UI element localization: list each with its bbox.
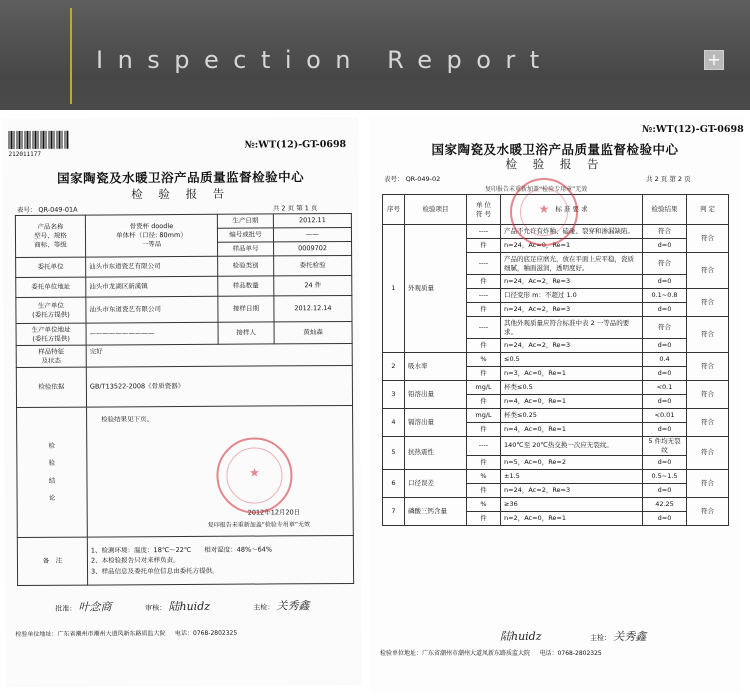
inspection-type-value: 委托检验 (274, 255, 352, 275)
result-cell: d=0 (643, 303, 687, 317)
stamp-note: 复印报告未重新加盖“检验专用章”无效 (207, 521, 310, 529)
judgement-cell: 符合 (687, 225, 729, 253)
result-cell: d=0 (643, 483, 687, 497)
header-result: 检验结果 (643, 195, 687, 225)
receiver-label: 接样人 (218, 322, 274, 344)
review-signature: 陆huidz (500, 630, 542, 643)
production-date-value: 2012.11 (273, 213, 351, 227)
result-cell: 42.25 (643, 497, 687, 511)
review-row (145, 598, 210, 614)
unit-cell: mg/L (467, 381, 501, 395)
item-number: 2 (383, 353, 405, 381)
header-no: 序号 (383, 195, 405, 225)
header-item: 检验项目 (405, 195, 467, 225)
item-number: 5 (383, 437, 405, 470)
sample-state-value: 完好 (86, 343, 352, 367)
requirement-cell: n=24，Ac=2，Re=3 (501, 483, 643, 497)
header-judgement: 判 定 (687, 195, 729, 225)
footer-tel-value: 0768-2802325 (557, 650, 602, 657)
result-cell: 0.4 (643, 353, 687, 367)
requirement-cell: ≥36 (501, 497, 643, 511)
requirement-cell: n=3，Ac=0，Re=1 (501, 367, 643, 381)
unit-cell: 件 (467, 395, 501, 409)
chief-row (253, 597, 309, 613)
unit-cell: % (467, 497, 501, 511)
unit-cell: 件 (467, 275, 501, 289)
sample-qty-value: 24 件 (274, 275, 352, 295)
review-label: 审核： (145, 604, 167, 613)
table-row (383, 353, 729, 367)
inspection-seal-top: ★ (510, 178, 578, 246)
unit-cell: 件 (467, 511, 501, 525)
table-row (383, 409, 729, 423)
requirement-cell: 其他外观质量应符合标准中表 2 一等品的要求。 (501, 317, 643, 339)
result-cell: 符合 (643, 225, 687, 239)
basis-label: 检验依据 (16, 367, 86, 407)
chief-signature: 关秀鑫 (613, 630, 647, 643)
requirement-cell: ≤0.5 (501, 353, 643, 367)
result-cell: d=0 (643, 511, 687, 525)
basis-value: GB/T13522-2008《骨质瓷器》 (86, 365, 352, 407)
item-name: 镉溶出量 (405, 409, 467, 437)
requirement-cell: n=24，Ac=2，Re=3 (501, 339, 643, 353)
inspection-seal: ★ (216, 437, 292, 513)
result-cell: d=0 (643, 367, 687, 381)
unit-cell: ---- (467, 317, 501, 339)
requirement-cell: n=24，Ac=2，Re=3 (501, 275, 643, 289)
requirement-cell: ±1.5 (501, 469, 643, 483)
requirement-cell: n=24，Ac=0，Re=1 (501, 239, 643, 253)
sample-no-label: 样品单号 (218, 242, 274, 256)
judgement-cell: 符合 (687, 381, 729, 409)
unit-cell: 件 (467, 483, 501, 497)
chief-row (590, 628, 646, 644)
inspection-type-label: 检验类别 (218, 256, 274, 276)
requirement-cell: 杯类≤0.25 (501, 409, 643, 423)
batch-value: —— (273, 227, 351, 241)
form-number: 表号： QR-049-02 (384, 175, 441, 183)
item-number: 3 (383, 381, 405, 409)
producer-address-value: —————————— (86, 322, 218, 345)
requirement-cell: n=5，Ac=0，Re=2 (501, 455, 643, 469)
unit-cell: % (467, 353, 501, 367)
report-page-1 (2, 117, 361, 687)
unit-cell: ---- (467, 437, 501, 456)
sample-no-value: 0009702 (274, 241, 352, 255)
review-signature: 陆huidz (168, 599, 211, 614)
requirement-cell: n=4，Ac=0，Re=1 (501, 395, 643, 409)
remarks-value: 1、检测环境：温度：18℃～22℃ 相对湿度：48%～64% 2、本检验报告只对来样负责。 3、样品信息及委托单位信息由委托方提供。 (87, 535, 353, 585)
conclusion-label: 检 验 结 论 (17, 407, 88, 537)
report-title: 检 验 报 告 (131, 186, 231, 202)
conclusion-value: 检验结果见下页。 (101, 415, 154, 424)
table-row (383, 497, 729, 511)
footer (15, 628, 237, 638)
sample-state-label: 样品特征 及状态 (16, 345, 86, 367)
receipt-date-value: 2012.12.14 (274, 295, 352, 321)
client-label: 委托单位 (16, 257, 86, 277)
item-number: 1 (383, 225, 405, 353)
result-cell: <0.1 (643, 381, 687, 395)
requirement-cell: n=4，Ac=0，Re=1 (501, 423, 643, 437)
accent-line (70, 8, 72, 104)
client-value: 汕头市东道瓷艺有限公司 (86, 256, 218, 277)
judgement-cell: 符合 (687, 409, 729, 437)
result-cell: d=0 (643, 339, 687, 353)
footer-address-value: 广东省潮州市潮州大道凤新东路质监大院 (57, 630, 166, 638)
result-cell: 0.5~1.5 (643, 469, 687, 483)
client-address-value: 汕头市龙湖区新溪镇 (86, 276, 218, 297)
requirement-cell: 140℃至 20℃热交换一次应无裂纹。 (501, 437, 643, 456)
footer-tel-label: 电话： (539, 650, 558, 657)
judgement-cell: 符合 (687, 289, 729, 317)
footer-address-label: 检验单位地址： (15, 630, 58, 639)
production-date-label: 生产日期 (217, 214, 273, 228)
item-name: 抗热震性 (405, 437, 467, 470)
requirement-cell: 产品不允许有炸釉、磕碰、裂穿和渗漏缺陷。 (501, 225, 643, 239)
item-number: 6 (383, 469, 405, 497)
item-name: 铅溶出量 (405, 381, 467, 409)
judgement-cell: 符合 (687, 253, 729, 289)
result-cell: 符合 (643, 253, 687, 275)
footer (380, 648, 602, 657)
item-number: 4 (383, 409, 405, 437)
approve-signature: 叶念商 (78, 600, 112, 614)
report-title: 检 验 报 告 (505, 157, 605, 171)
chief-label: 主检： (253, 603, 275, 612)
requirement-cell: n=24，Ac=2，Re=3 (501, 303, 643, 317)
sample-qty-label: 样品数量 (218, 276, 274, 296)
unit-cell: mg/L (467, 409, 501, 423)
approve-row (55, 598, 111, 614)
producer-label: 生产单位 (委托方提供) (16, 297, 86, 323)
copy-note: 复印报告未重新加盖“检验专用章”无效 (485, 186, 588, 193)
result-cell: 符合 (643, 317, 687, 339)
unit-cell: 件 (467, 339, 501, 353)
info-table (15, 213, 354, 586)
item-name: 外观质量 (405, 225, 467, 353)
unit-cell: 件 (467, 367, 501, 381)
report-number: №:WT(12)-GT-0698 (642, 124, 744, 135)
table-row (383, 469, 729, 483)
center-title: 国家陶瓷及水暖卫浴产品质量监督检验中心 (431, 142, 679, 157)
chief-signature: 关秀鑫 (276, 599, 310, 613)
producer-value: 汕头市东道瓷艺有限公司 (86, 296, 218, 323)
center-title: 国家陶瓷及水暖卫浴产品质量监督检验中心 (57, 169, 305, 186)
remarks-label: 备 注 (17, 537, 87, 585)
item-name: 吸水率 (405, 353, 467, 381)
header-banner (0, 0, 750, 110)
unit-cell: 件 (467, 423, 501, 437)
footer-address-label: 检验单位地址： (380, 650, 423, 657)
result-cell: d=0 (643, 455, 687, 469)
plus-icon[interactable]: + (704, 50, 724, 70)
item-number: 7 (383, 497, 405, 525)
result-cell: d=0 (643, 423, 687, 437)
judgement-cell: 符合 (687, 317, 729, 353)
barcode-number: 212011177 (8, 150, 42, 159)
footer-tel-label: 电话： (174, 629, 194, 638)
page-info: 共 2 页 第 2 页 (646, 175, 691, 183)
requirement-cell: n=2，Ac=0，Re=1 (501, 511, 643, 525)
judgement-cell: 符合 (687, 469, 729, 497)
banner-title: Inspection Report (96, 46, 554, 74)
result-cell: 0.1~0.8 (643, 289, 687, 303)
unit-cell: 件 (467, 455, 501, 469)
approve-label: 批准： (55, 604, 77, 613)
footer-address-value: 广东省潮州市潮州大道凤新东路质监大院 (422, 650, 531, 657)
result-cell: d=0 (643, 275, 687, 289)
stamp-date: 2012年12月20日 (247, 508, 301, 517)
receiver-value: 黄灿森 (274, 321, 352, 343)
barcode (8, 131, 68, 149)
report-page-2 (370, 118, 744, 692)
form-number: 表号： QR-049-01A (16, 205, 78, 215)
report-number: №:WT(12)-GT-0698 (244, 138, 347, 151)
producer-address-label: 生产单位地址 (委托方提供) (16, 323, 86, 345)
item-name: 磷酸三钙含量 (405, 497, 467, 525)
result-cell: d=0 (643, 239, 687, 253)
requirement-cell: 杯类≤0.5 (501, 381, 643, 395)
table-row (383, 437, 729, 456)
client-address-label: 委托单位地址 (16, 277, 86, 297)
unit-cell: 件 (467, 239, 501, 253)
unit-cell: % (467, 469, 501, 483)
item-name: 口径误差 (405, 469, 467, 497)
unit-cell: ---- (467, 225, 501, 239)
result-cell: <0.01 (643, 409, 687, 423)
unit-cell: 件 (467, 303, 501, 317)
result-cell: d=0 (643, 395, 687, 409)
product-name-value: 骨瓷杯 doodle 单体杯（口径: 80mm） 一等品 (85, 214, 217, 257)
judgement-cell: 符合 (687, 497, 729, 525)
product-name-label: 产品名称 型号、规格 商标、等级 (15, 215, 85, 257)
judgement-cell: 符合 (687, 437, 729, 470)
header-requirement: 标 准 要 求 (501, 195, 643, 225)
unit-cell: ---- (467, 253, 501, 275)
review-row (500, 628, 542, 644)
footer-tel-value: 0768-2802325 (192, 629, 238, 637)
table-row (383, 381, 729, 395)
page-info: 共 2 页 第 1 页 (272, 204, 318, 213)
chief-label: 主检： (590, 634, 611, 642)
judgement-cell: 符合 (687, 353, 729, 381)
requirement-cell: 口径变形 m：不超过 1.0 (501, 289, 643, 303)
batch-label: 编号或批号 (217, 228, 273, 242)
header-unit: 单 位 符 号 (467, 195, 501, 225)
receipt-date-label: 接样日期 (218, 296, 274, 322)
requirement-cell: 产品的底足应磨光，放在平面上应平稳，瓷质细腻，釉面滋润，透明度好。 (501, 253, 643, 275)
unit-cell: ---- (467, 289, 501, 303)
result-cell: 5 件均无裂纹 (643, 437, 687, 456)
